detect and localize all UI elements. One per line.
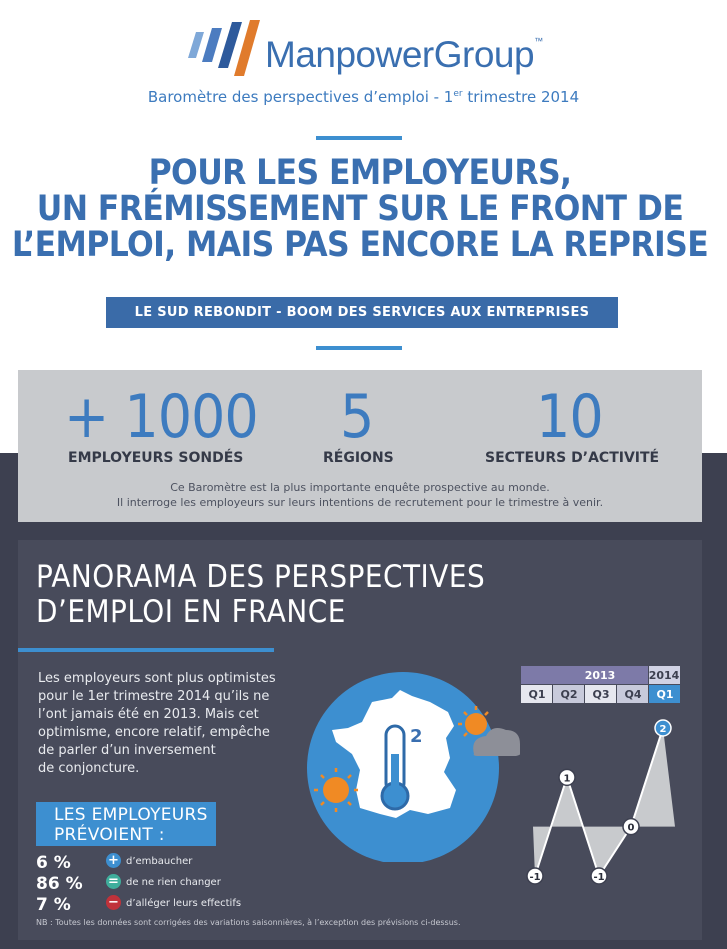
barometer-subtitle: Baromètre des perspectives d’emploi - 1er trimestre 2014 xyxy=(147,88,580,106)
quarter-label: Q1 xyxy=(656,688,674,701)
year-label: 2013 xyxy=(584,669,616,682)
stat-sectors-value: 10 xyxy=(536,382,603,452)
plus-icon: + xyxy=(106,853,121,868)
stat-regions-value: 5 xyxy=(340,382,374,452)
quarter-label: Q1 xyxy=(528,688,546,701)
panorama-panel xyxy=(18,540,702,940)
stat-regions-label: RÉGIONS xyxy=(323,450,394,466)
thermometer-value: 2 xyxy=(410,726,423,747)
main-headline: POUR LES EMPLOYEURS, UN FRÉMISSEMENT SUR LE FRONT DE L’EMPLOI, MAIS PAS ENCORE LA REPRISE xyxy=(11,153,709,265)
data-label: 2 xyxy=(659,724,667,735)
trend-area xyxy=(533,728,675,876)
forecast-desc: d’alléger leurs effectifs xyxy=(126,898,242,909)
divider xyxy=(316,346,402,350)
forecast-row-reduce xyxy=(36,895,336,915)
forecast-desc: de ne rien changer xyxy=(126,877,221,888)
divider xyxy=(18,648,274,652)
footnote: NB : Toutes les données sont corrigées des variations saisonnières, à l’exception des prévisions ci-dessus. xyxy=(36,918,461,927)
forecast-row-stable xyxy=(36,874,336,894)
panorama-title: PANORAMA DES PERSPECTIVES D’EMPLOI EN FRANCE xyxy=(36,559,486,630)
stats-box xyxy=(18,370,702,522)
panorama-text: Les employeurs sont plus optimistes pour le 1er trimestre 2014 qu’ils ne l’ont jamais été en 2013. Mais cet optimisme, encore relatif, empêche de parler d’un inversement de conjoncture. xyxy=(38,671,276,776)
stats-note: Ce Baromètre est la plus importante enquête prospective au monde. Il interroge les employeurs sur leurs intentions de recrutement pour le trimestre à venir. xyxy=(116,481,604,509)
stat-sectors-label: SECTEURS D’ACTIVITÉ xyxy=(485,450,660,466)
minus-icon: − xyxy=(106,895,121,910)
data-label: -1 xyxy=(529,872,541,883)
stat-employers-label: EMPLOYEURS SONDÉS xyxy=(68,450,244,466)
data-label: 0 xyxy=(627,822,635,834)
data-label: -1 xyxy=(593,872,605,883)
headline-banner: LE SUD REBONDIT - BOOM DES SERVICES AUX ENTREPRISES xyxy=(106,297,618,328)
divider xyxy=(316,136,402,140)
forecast-pct: 6 % xyxy=(36,853,71,873)
manpowergroup-logo-icon xyxy=(182,18,260,78)
forecast-desc: d’embaucher xyxy=(126,856,193,867)
brand-name: ManpowerGroup™ xyxy=(265,34,543,75)
quarter-label: Q4 xyxy=(624,688,642,701)
quarter-label: Q2 xyxy=(560,688,578,701)
equals-icon: = xyxy=(106,874,121,889)
year-label: 2014 xyxy=(648,669,680,682)
stat-employers-value: + 1000 xyxy=(64,382,258,452)
data-label: 1 xyxy=(563,773,571,785)
forecast-title: LES EMPLOYEURS PRÉVOIENT : xyxy=(36,802,216,846)
thermometer-icon xyxy=(382,726,408,809)
forecast-pct: 86 % xyxy=(36,874,83,894)
quarterly-trend-chart xyxy=(518,664,700,896)
forecast-pct: 7 % xyxy=(36,895,71,915)
france-weather-illustration xyxy=(280,662,520,862)
quarter-label: Q3 xyxy=(592,688,610,701)
